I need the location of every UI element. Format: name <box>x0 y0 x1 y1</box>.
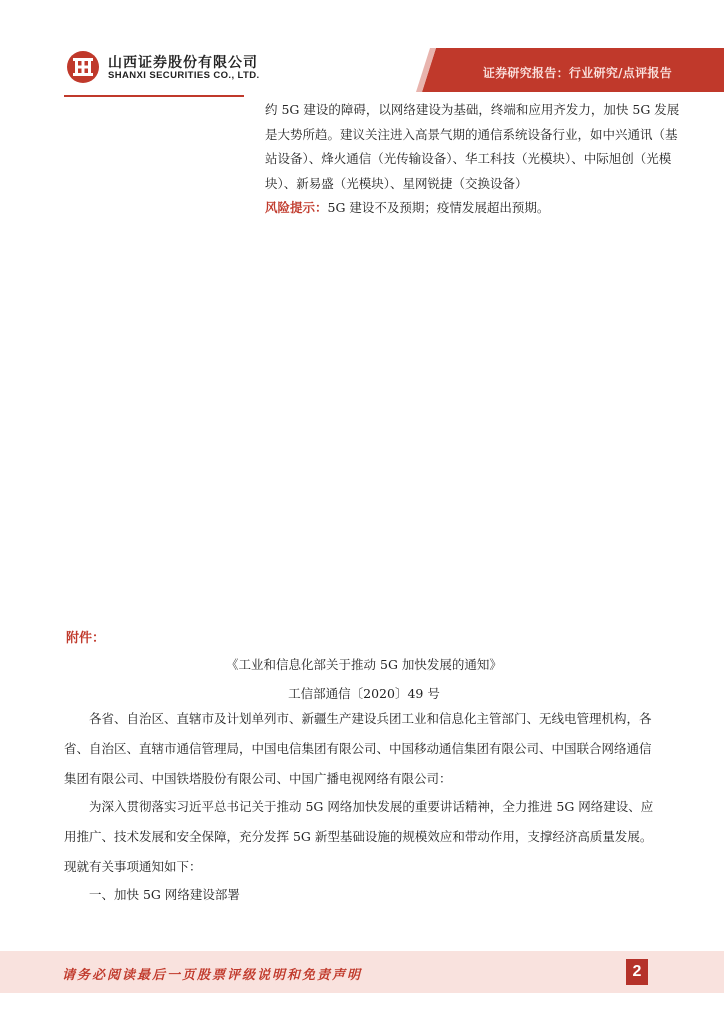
company-logo-icon <box>66 50 100 84</box>
page-footer <box>0 951 724 993</box>
page-number: 2 <box>626 959 648 985</box>
page-header <box>0 0 724 100</box>
notice-intro: 为深入贯彻落实习近平总书记关于推动 5G 网络加快发展的重要讲话精神，全力推进 5G 网络建设、应用推广、技术发展和安全保障，充分发挥 5G 新型基础设施的规模效应和带动作用，支撑经济高质量发展。现就有关事项通知如下： <box>64 799 654 874</box>
company-logo <box>66 50 100 84</box>
notice-title: 《工业和信息化部关于推动 5G 加快发展的通知》 <box>226 657 502 672</box>
summary-column <box>265 98 685 221</box>
section-heading: 一、加快 5G 网络建设部署 <box>89 887 240 902</box>
risk-label: 风险提示： <box>265 200 328 215</box>
header-divider <box>64 95 244 97</box>
notice-recipients: 各省、自治区、直辖市及计划单列市、新疆生产建设兵团工业和信息化主管部门、无线电管理机构，各省、自治区、直辖市通信管理局，中国电信集团有限公司、中国移动通信集团有限公司、中国联合网络通信集团有限公司、中国铁塔股份有限公司、中国广播电视网络有限公司： <box>64 711 652 786</box>
company-name-en: SHANXI SECURITIES CO., LTD. <box>108 70 260 81</box>
header-banner <box>0 0 724 100</box>
company-name-cn: 山西证券股份有限公司 <box>108 55 258 71</box>
summary-paragraph: 约 5G 建设的障碍，以网络建设为基础，终端和应用齐发力，加快 5G 发展是大势所趋。建议关注进入高景气期的通信系统设备行业，如中兴通讯（基站设备）、烽火通信（光传输设备）、华工科技（光模块）、中际旭创（光模块）、新易盛（光模块）、星网锐捷（交换设备） <box>265 102 680 191</box>
attachment-title: 附件： <box>66 631 106 646</box>
disclaimer-notice: 请务必阅读最后一页股票评级说明和免责声明 <box>62 968 363 983</box>
report-type-label: 证券研究报告：行业研究/点评报告 <box>482 66 672 80</box>
risk-text: 5G 建设不及预期；疫情发展超出预期。 <box>327 200 550 215</box>
notice-number: 工信部通信〔2020〕49 号 <box>288 686 440 701</box>
risk-warning <box>265 196 685 221</box>
